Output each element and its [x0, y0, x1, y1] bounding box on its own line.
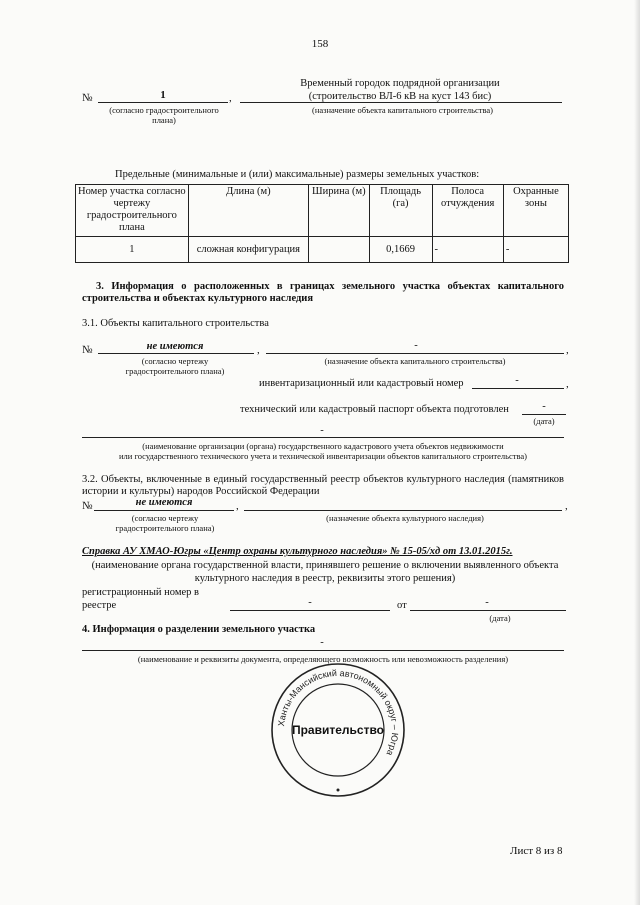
th-width: Ширина (м) — [309, 185, 370, 237]
sheet-counter: Лист 8 из 8 — [510, 845, 563, 857]
passport-label: технический или кадастровый паспорт объекта подготовлен — [240, 404, 509, 415]
s32-caption-left-2: градостроительного плана) — [115, 523, 215, 533]
passport-line — [522, 414, 566, 415]
org-caption-1: (наименование организации (органа) государственного кадастрового учета объектов недвижимости — [142, 441, 504, 451]
s31-number-label: № — [82, 344, 93, 356]
inventory-line — [472, 388, 564, 389]
from-date-caption: (дата) — [489, 613, 511, 623]
from-label: от — [397, 600, 407, 611]
s32-caption-right: (назначение объекта культурного наследия) — [326, 513, 484, 523]
object-name-line2: (строительство ВЛ-6 кВ на куст 143 бис) — [308, 91, 492, 102]
caption-plan-1: (согласно градостроительного — [109, 105, 219, 115]
passport-date-caption: (дата) — [533, 416, 555, 426]
section4-value: - — [320, 637, 324, 648]
s31-caption-left-2: градостроительного плана) — [125, 366, 225, 376]
s32-caption-left-1: (согласно чертежу — [131, 513, 199, 523]
th-strip: Полоса отчуждения — [432, 185, 503, 237]
header-comma: , — [229, 92, 232, 104]
plan-number-value: 1 — [160, 89, 166, 101]
s31-number-line — [98, 353, 254, 354]
s31-purpose-value: - — [414, 340, 418, 351]
reg-value: - — [308, 597, 312, 608]
th-plot-number: Номер участка согласно чертежу градостроительного плана — [76, 185, 189, 237]
limits-intro: Предельные (минимальные и (или) максимальные) размеры земельных участков: — [115, 169, 480, 180]
plan-number-line — [98, 102, 228, 103]
subsection-3-2: 3.2. Объекты, включенные в единый государственный реестр объектов культурного наследия (памятников истории и культуры) народов Российской Федерации — [82, 474, 564, 497]
government-seal — [268, 660, 408, 800]
org-value: - — [320, 425, 324, 436]
reference-caption-1: (наименование органа государственной власти, принявшего решение о включении выявленного объекта — [91, 560, 559, 571]
passport-value: - — [542, 401, 546, 412]
scan-edge-shadow — [634, 0, 640, 905]
th-length: Длина (м) — [188, 185, 308, 237]
inventory-label: инвентаризационный или кадастровый номер — [259, 378, 464, 389]
s31-caption-right: (назначение объекта капитального строительства) — [324, 356, 506, 366]
th-area: Площадь (га) — [369, 185, 432, 237]
caption-object-purpose: (назначение объекта капитального строительства) — [311, 105, 494, 115]
s32-purpose-line — [244, 510, 562, 511]
s31-caption-left-1: (согласно чертежу — [141, 356, 209, 366]
td-strip: - — [432, 237, 503, 263]
org-line — [82, 437, 564, 438]
s31-comma-2: , — [566, 344, 569, 356]
s32-number-line — [94, 510, 234, 511]
caption-plan-2: плана) — [152, 115, 176, 125]
section4-caption: (наименование и реквизиты документа, определяющего возможность или невозможность разделения) — [137, 654, 509, 664]
th-zones: Охранные зоны — [503, 185, 568, 237]
reference-caption-2: культурного наследия в реестр, реквизиты этого решения) — [194, 573, 456, 584]
td-area: 0,1669 — [369, 237, 432, 263]
inventory-comma: , — [566, 378, 569, 390]
section4-line — [82, 650, 564, 651]
td-zones: - — [503, 237, 568, 263]
reg-label-2: реестре — [82, 600, 117, 611]
org-caption-2: или государственного технического учета и технической инвентаризации объектов капитального строительства) — [118, 451, 527, 461]
s32-comma-2: , — [565, 500, 568, 512]
s32-value: не имеются — [135, 497, 193, 508]
section4-title: 4. Информация о разделении земельного участка — [82, 624, 316, 635]
reference-document: Справка АУ ХМАО-Югры «Центр охраны культурного наследия» № 15-05/хд от 13.01.2015г. — [82, 546, 513, 557]
td-width — [309, 237, 370, 263]
s31-value: не имеются — [146, 341, 204, 352]
s31-purpose-line — [266, 353, 564, 354]
page-number: 158 — [311, 38, 329, 50]
seal-ring-text: Ханты-Мансийский автономный округ – Югра — [276, 667, 401, 758]
inventory-value: - — [515, 375, 519, 386]
s31-comma: , — [257, 344, 260, 356]
seal-center-text: Правительство — [291, 723, 385, 737]
from-value: - — [485, 597, 489, 608]
limits-table — [75, 184, 569, 263]
subsection-3-1: 3.1. Объекты капитального строительства — [82, 318, 269, 329]
number-label: № — [82, 92, 93, 104]
from-line — [410, 610, 566, 611]
section3-title: 3. Информация о расположенных в границах земельного участка объектах капитального строительства и объектах культурного наследия — [82, 281, 564, 304]
td-plot-number: 1 — [76, 237, 189, 263]
td-length: сложная конфигурация — [188, 237, 308, 263]
object-name-line1: Временный городок подрядной организации — [300, 78, 500, 89]
s32-number-label: № — [82, 500, 93, 512]
s32-comma: , — [236, 500, 239, 512]
object-name-line — [240, 102, 562, 103]
reg-line — [230, 610, 390, 611]
reg-label-1: регистрационный номер в — [82, 587, 199, 598]
